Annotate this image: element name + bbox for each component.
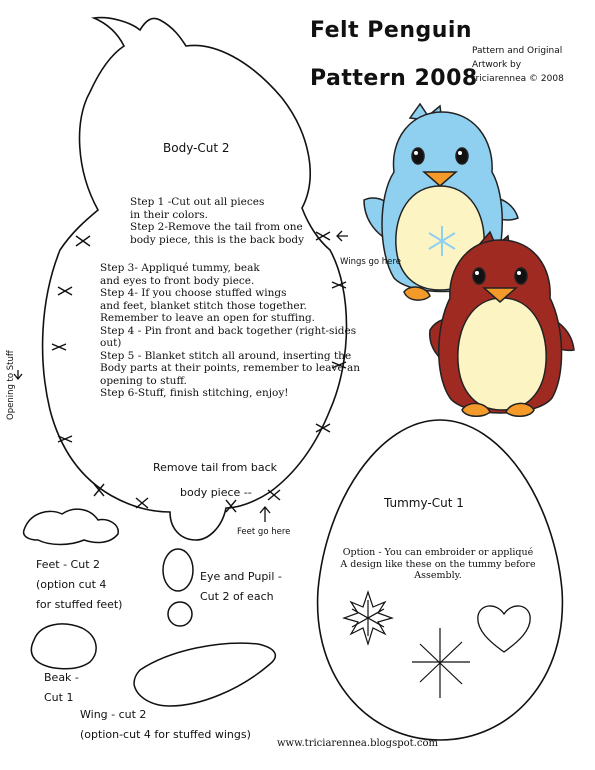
eye-pattern-piece [163, 549, 193, 591]
body-cut-label: Body-Cut 2 [163, 141, 230, 155]
instructions-steps-1-2 [130, 196, 330, 246]
tummy-option-line: Option - You can embroider or appliqué [342, 547, 534, 558]
remove-tail-note-line-2: body piece -- [180, 486, 252, 499]
tummy-option-line: Assembly. [414, 570, 462, 581]
feet-label-line: Feet - Cut 2 [36, 558, 100, 571]
instruction-line: Body parts at their points, remember to leave an [100, 362, 361, 374]
pupil-pattern-piece [168, 602, 192, 626]
beak-label-line: Beak - [44, 671, 79, 684]
page-title-line-1: Felt Penguin [310, 18, 473, 43]
remove-tail-note-line-1: Remove tail from back [153, 461, 278, 474]
website-link[interactable]: www.triciarennea.blogspot.com [277, 738, 438, 749]
instruction-line: Step 1 -Cut out all pieces [130, 196, 265, 208]
wings-placement-note: Wings go here [340, 257, 401, 267]
feet-cut-label [36, 555, 136, 615]
feet-label-line: (option cut 4 [36, 578, 107, 591]
feet-label-line: for stuffed feet) [36, 598, 123, 611]
credit-line: triciarennea © 2008 [472, 74, 564, 84]
eye-cut-label [200, 567, 310, 607]
instruction-line: Step 4 - Pin front and back together (right-sides out) [100, 324, 357, 349]
instruction-line: opening to stuff. [100, 374, 187, 387]
instruction-line: Step 3- Appliqué tummy, beak [100, 262, 260, 274]
instruction-line: Step 5 - Blanket stitch all around, inserting the [100, 349, 352, 362]
beak-cut-label [44, 668, 79, 708]
wing-label-line: Wing - cut 2 [80, 708, 147, 721]
tummy-option-note [338, 547, 538, 582]
eye-label-line: Eye and Pupil - [200, 570, 282, 583]
snowflake-design-icon [344, 592, 392, 644]
page-title-line-2: Pattern 2008 [310, 66, 478, 91]
tummy-option-line: A design like these on the tummy before [340, 558, 536, 570]
opening-to-stuff-note: Opening to Stuff [6, 350, 16, 420]
wing-pattern-piece [134, 643, 275, 706]
instruction-line: Remember to leave an open for stuffing. [100, 312, 316, 324]
star-burst-design-icon [412, 628, 470, 698]
instructions-steps-3-6 [100, 262, 370, 400]
heart-design-icon [478, 606, 530, 652]
instruction-line: Step 4- If you choose stuffed wings [100, 287, 287, 299]
wing-cut-label [80, 705, 280, 745]
instruction-line: Step 2-Remove the tail from one [130, 221, 303, 233]
instruction-line: and feet, blanket stitch those together. [100, 299, 307, 312]
instruction-line: body piece, this is the back body [130, 233, 305, 246]
credit-block [472, 44, 592, 86]
eye-label-line: Cut 2 of each [200, 590, 274, 603]
instruction-line: Step 6-Stuff, finish stitching, enjoy! [100, 387, 289, 399]
wing-label-line: (option-cut 4 for stuffed wings) [80, 728, 251, 741]
beak-pattern-piece [31, 624, 96, 669]
credit-line: Pattern and Original [472, 46, 563, 56]
feet-placement-note: Feet go here [237, 527, 291, 537]
beak-label-line: Cut 1 [44, 691, 74, 704]
feet-pattern-piece [24, 509, 119, 544]
tummy-cut-label: Tummy-Cut 1 [384, 496, 464, 510]
credit-line: Artwork by [472, 60, 522, 70]
instruction-line: in their colors. [130, 208, 208, 221]
instruction-line: and eyes to front body piece. [100, 274, 255, 287]
